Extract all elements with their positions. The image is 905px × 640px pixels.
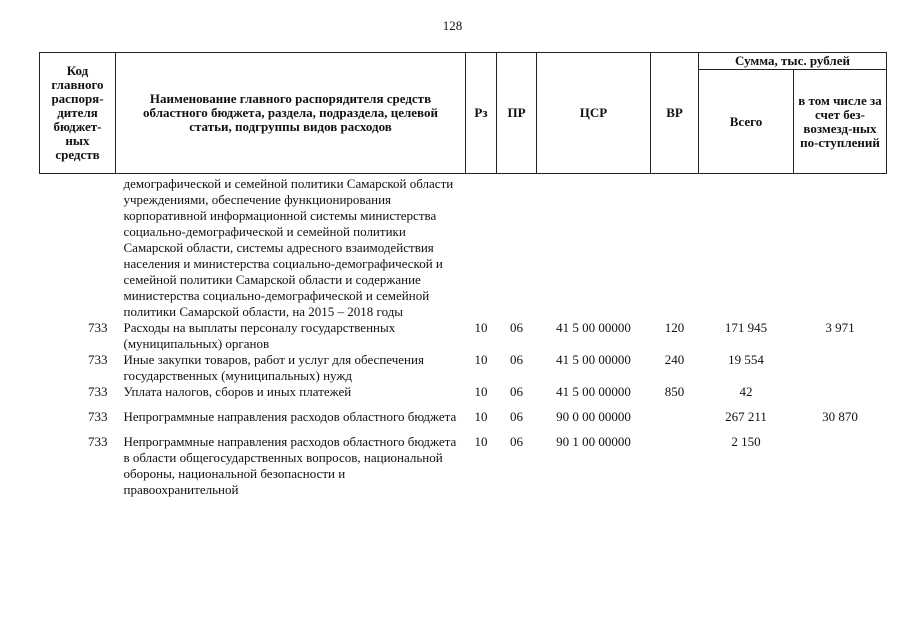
cell-total: 19 554 [728, 352, 764, 367]
cell-name: Иные закупки товаров, работ и услуг для обеспечения государственных (муниципальных) нужд [123, 352, 424, 383]
cell-pr: 06 [510, 409, 523, 424]
cell-total: 2 150 [731, 434, 761, 449]
cell-vr: 850 [664, 384, 685, 399]
cell-rz: 10 [474, 352, 488, 367]
cell-name: Непрограммные направления расходов областного бюджета в области общегосударственных вопросов, национальной обороны, национальной безопасности и правоохранительной [123, 434, 457, 497]
header-rz: Рз [466, 53, 497, 174]
header-csr: ЦСР [537, 53, 651, 174]
cell-code: 733 [88, 352, 108, 367]
cell-csr: 41 5 00 00000 [556, 384, 631, 399]
table-row [40, 320, 887, 352]
cell-rz: 10 [474, 434, 488, 449]
header-code: Код главного распоря-дителя бюджет-ных средств [40, 53, 116, 174]
cell-incl [794, 174, 887, 321]
cell-rz: 10 [474, 384, 488, 399]
cell-name: Уплата налогов, сборов и иных платежей [123, 384, 352, 399]
header-name: Наименование главного распорядителя средств областного бюджета, раздела, подраздела, целевой статьи, подгруппы видов расходов [116, 53, 466, 174]
cell-rz: 10 [474, 409, 488, 424]
cell-vr [651, 400, 699, 425]
cell-pr: 06 [510, 434, 523, 449]
cell-total: 171 945 [724, 320, 768, 335]
cell-total [699, 174, 794, 321]
page-number: 128 [442, 18, 463, 33]
header-pr: ПР [497, 53, 537, 174]
cell-rz: 10 [474, 320, 488, 335]
cell-vr [651, 425, 699, 498]
cell-csr: 41 5 00 00000 [556, 352, 631, 367]
cell-incl [794, 425, 887, 498]
cell-code: 733 [88, 384, 108, 399]
cell-incl [794, 352, 887, 384]
cell-pr [497, 174, 537, 321]
cell-name: Расходы на выплаты персоналу государственных (муниципальных) органов [123, 320, 396, 351]
cell-csr: 90 0 00 00000 [556, 409, 631, 424]
table-row [40, 352, 887, 384]
table-row [40, 425, 887, 498]
cell-code: 733 [88, 434, 108, 449]
cell-vr: 120 [664, 320, 685, 335]
table-row [40, 384, 887, 400]
cell-incl [794, 384, 887, 400]
cell-pr: 06 [510, 384, 523, 399]
cell-vr [651, 174, 699, 321]
cell-vr: 240 [664, 352, 685, 367]
cell-total: 42 [739, 384, 753, 399]
cell-incl: 3 971 [825, 320, 855, 335]
table-row [40, 400, 887, 425]
cell-incl: 30 870 [822, 409, 858, 424]
cell-name: Непрограммные направления расходов областного бюджета [123, 409, 457, 424]
cell-pr: 06 [510, 352, 523, 367]
header-vr: ВР [651, 53, 699, 174]
table-row [40, 174, 887, 321]
cell-name: демографической и семейной политики Самарской области учреждениями, обеспечение функционирования корпоративной информационной системы министерства социально-демографической и семейной политики Самарской области, системы адресного взаимодействия населения и министерства социально-демографической и семейной политики Самарской области и содержание министерства социально-демографической и семейной политики Самарской области, на 2015 – 2018 годы [123, 176, 454, 319]
cell-code: 733 [88, 409, 108, 424]
cell-rz [466, 174, 497, 321]
cell-code [40, 174, 116, 321]
cell-csr: 90 1 00 00000 [556, 434, 631, 449]
header-total: Всего [699, 70, 794, 174]
cell-code: 733 [88, 320, 108, 335]
cell-csr [537, 174, 651, 321]
table-body [40, 174, 887, 499]
cell-csr: 41 5 00 00000 [556, 320, 631, 335]
header-incl: в том числе за счет без-возмезд-ных по-ступлений [794, 70, 887, 174]
budget-table [39, 52, 887, 498]
cell-total: 267 211 [725, 409, 767, 424]
header-sum: Сумма, тыс. рублей [699, 53, 887, 70]
table-header [40, 53, 887, 174]
cell-pr: 06 [510, 320, 523, 335]
